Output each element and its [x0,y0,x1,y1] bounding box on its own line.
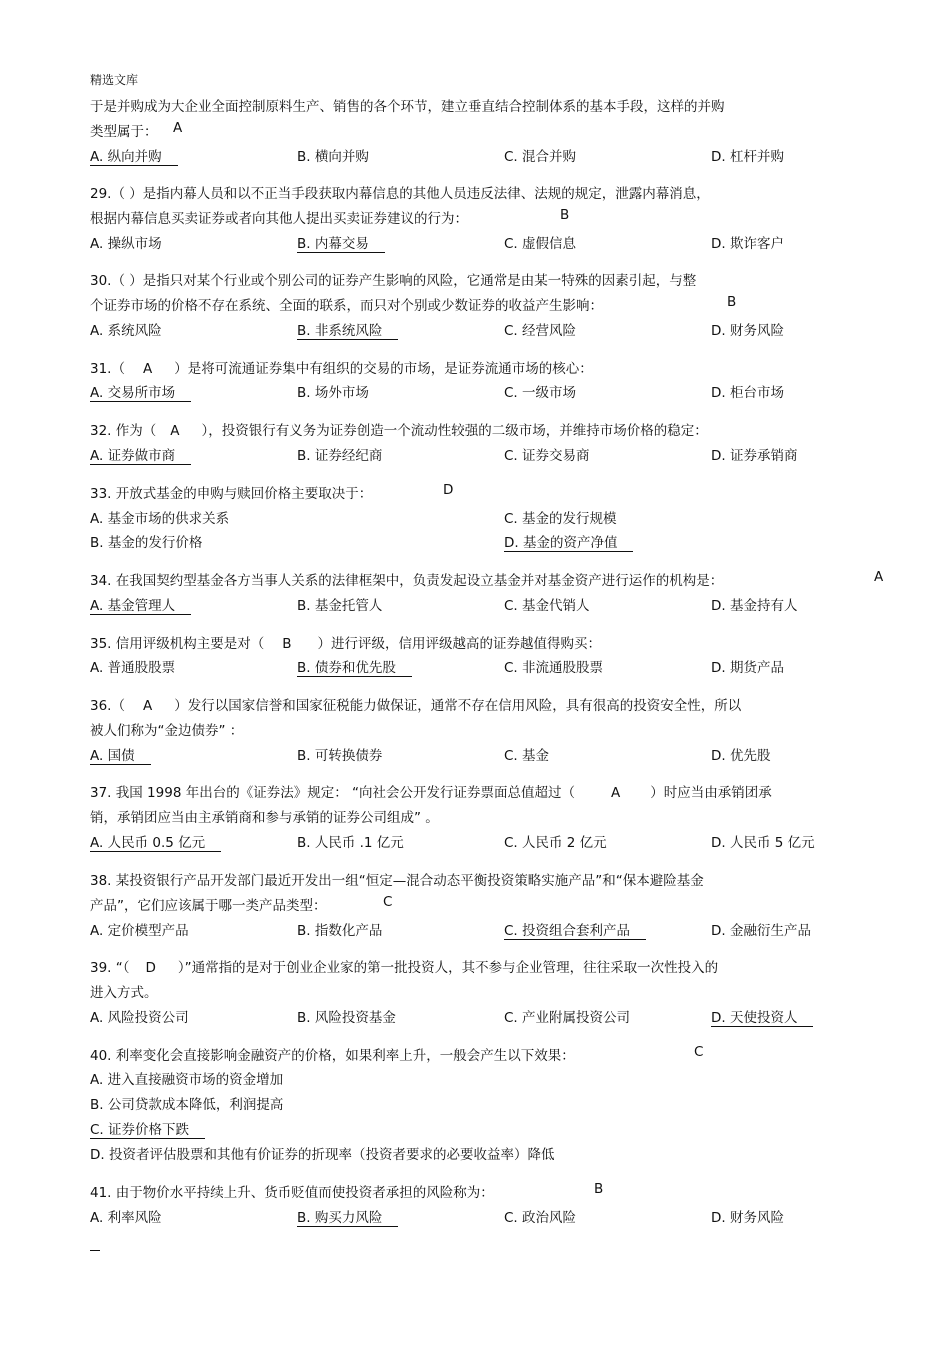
question-suffix: ）”通常指的是对于创业企业家的第一批投资人，其不参与企业管理，往往采取一次性投入的 [177,960,719,976]
option-c: C. 证券交易商 [504,448,590,464]
question-prefix: 32. 作为（ [90,423,157,439]
option-c: C. 一级市场 [504,385,577,401]
answer-key: C [383,894,393,910]
option-d: D. 天使投资人 [711,1006,813,1027]
inline-answer: D [145,960,156,976]
option-b: B. 债券和优先股 [297,656,412,677]
option-a: A. 交易所市场 [90,381,191,402]
option-d: D. 人民币 5 亿元 [711,835,815,851]
option-b: B. 内幕交易 [297,232,385,253]
option-d: D. 财务风险 [711,323,784,339]
option-a: A. 系统风险 [90,323,162,339]
question-suffix: ），投资银行有义务为证券创造一个流动性较强的二级市场，并维持市场价格的稳定： [201,423,708,439]
option-b: B. 可转换债券 [297,748,383,764]
option-a: A. 定价模型产品 [90,923,189,939]
question-suffix: ）时应当由承销团承 [650,785,772,801]
option-d: D. 欺诈客户 [711,236,784,252]
question-30-text-2: 个证券市场的价格不存在系统、全面的联系，而只对个别或少数证券的收益产生影响： [90,298,603,314]
question-34-text: 34. 在我国契约型基金各方当事人关系的法律框架中，负责发起设立基金并对基金资产进行运作的机构是： [90,573,724,589]
option-c: C. 混合并购 [504,149,577,165]
question-29-text-2: 根据内幕信息买卖证券或者向其他人提出买卖证券建议的行为： [90,211,468,227]
answer-key: A [874,569,884,585]
option-d: D. 金融衍生产品 [711,923,811,939]
question-text: 类型属于： [90,124,158,140]
option-a: A. 基金管理人 [90,594,191,615]
question-35-text [90,632,601,652]
inline-answer: A [142,698,153,714]
option-c: C. 投资组合套利产品 [504,919,646,940]
question-36-text [90,694,741,714]
option-a: A. 人民币 0.5 亿元 [90,831,221,852]
option-b: B. 横向并购 [297,149,369,165]
question-39-text-2: 进入方式。 [90,985,158,1001]
question-40-text: 40. 利率变化会直接影响金融资产的价格，如果利率上升，一般会产生以下效果： [90,1048,575,1064]
option-b: B. 指数化产品 [297,923,383,939]
answer-key: D [443,482,454,498]
option-c: C. 证券价格下跌 [90,1118,205,1139]
question-33-text: 33. 开放式基金的申购与赎回价格主要取决于： [90,486,373,502]
option-b: B. 场外市场 [297,385,369,401]
question-37-text-2: 销，承销团应当由主承销商和参与承销的证券公司组成” 。 [90,810,439,826]
option-d: D. 杠杆并购 [711,149,784,165]
question-suffix: ）是将可流通证券集中有组织的交易的市场，是证券流通市场的核心： [174,361,593,377]
question-prefix: 31.（ [90,361,125,377]
answer-key: B [727,294,737,310]
footer-divider [90,1250,100,1251]
option-a: A. 基金市场的供求关系 [90,511,230,527]
question-prefix: 39. “（ [90,960,130,976]
question-39-text [90,956,718,976]
question-38-text: 38. 某投资银行产品开发部门最近开发出一组“恒定—混合动态平衡投资策略实施产品”和“保本避险基金 [90,873,704,889]
question-suffix: ）发行以国家信誉和国家征税能力做保证，通常不存在信用风险，具有很高的投资安全性，所以 [174,698,742,714]
option-a: A. 进入直接融资市场的资金增加 [90,1072,284,1088]
option-a: A. 国债 [90,744,151,765]
option-d: D. 财务风险 [711,1210,784,1226]
answer-key: B [560,207,570,223]
option-a: A. 风险投资公司 [90,1010,189,1026]
option-c: C. 基金的发行规模 [504,511,617,527]
question-32-text [90,419,708,439]
option-c: C. 基金 [504,748,550,764]
option-b: B. 购买力风险 [297,1206,398,1227]
option-b: B. 基金的发行价格 [90,535,203,551]
option-a: A. 纵向并购 [90,145,178,166]
question-prefix: 36.（ [90,698,125,714]
option-d: D. 证券承销商 [711,448,798,464]
question-30-text: 30.（ ）是指只对某个行业或个别公司的证券产生影响的风险，它通常是由某一特殊的因素引起，与整 [90,273,697,289]
answer-key: C [694,1044,704,1060]
option-d: D. 基金持有人 [711,598,798,614]
option-d: D. 投资者评估股票和其他有价证券的折现率（投资者要求的必要收益率）降低 [90,1147,555,1163]
header-label: 精选文库 [90,73,139,87]
question-text: 于是并购成为大企业全面控制原料生产、销售的各个环节，建立垂直结合控制体系的基本手段，这样的并购 [90,99,725,115]
option-c: C. 虚假信息 [504,236,577,252]
option-a: A. 普通股股票 [90,660,176,676]
option-b: B. 人民币 .1 亿元 [297,835,404,851]
question-suffix: ）进行评级，信用评级越高的证券越值得购买： [317,636,602,652]
option-d: D. 期货产品 [711,660,784,676]
option-b: B. 风险投资基金 [297,1010,396,1026]
inline-answer: A [142,361,153,377]
question-31-text [90,357,593,377]
option-c: C. 非流通股股票 [504,660,604,676]
question-38-text-2: 产品”，它们应该属于哪一类产品类型： [90,898,327,914]
option-b: B. 证券经纪商 [297,448,383,464]
question-29-text: 29.（ ）是指内幕人员和以不正当手段获取内幕信息的其他人员违反法律、法规的规定，泄露内幕消息， [90,186,710,202]
question-37-text [90,781,772,801]
option-b: B. 基金托管人 [297,598,383,614]
option-c: C. 人民币 2 亿元 [504,835,607,851]
option-a: A. 操纵市场 [90,236,162,252]
inline-answer: A [170,423,180,439]
option-d: D. 优先股 [711,748,771,764]
question-36-text-2: 被人们称为“金边债券” ： [90,723,244,739]
option-a: A. 利率风险 [90,1210,162,1226]
option-d: D. 基金的资产净值 [504,531,633,552]
option-b: B. 公司贷款成本降低，利润提高 [90,1097,284,1113]
option-d: D. 柜台市场 [711,385,784,401]
option-c: C. 产业附属投资公司 [504,1010,631,1026]
inline-answer: B [282,636,292,652]
option-b: B. 非系统风险 [297,319,398,340]
option-c: C. 基金代销人 [504,598,590,614]
option-c: C. 经营风险 [504,323,577,339]
option-a: A. 证券做市商 [90,444,191,465]
inline-answer: A [610,785,621,801]
question-prefix: 35. 信用评级机构主要是对（ [90,636,265,652]
question-41-text: 41. 由于物价水平持续上升、货币贬值而使投资者承担的风险称为： [90,1185,494,1201]
question-prefix: 37. 我国 1998 年出台的《证券法》规定： “向社会公开发行证券票面总值超过（ [90,785,575,801]
answer-key: A [173,120,183,136]
option-c: C. 政治风险 [504,1210,577,1226]
answer-key: B [594,1181,604,1197]
